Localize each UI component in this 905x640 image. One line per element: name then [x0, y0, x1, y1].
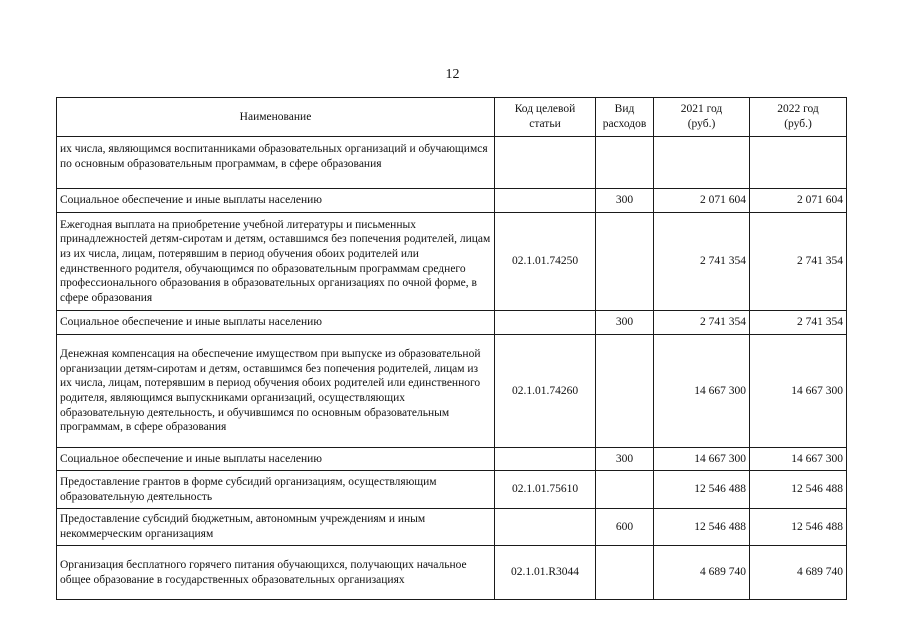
- cell-name: Денежная компенсация на обеспечение имуществом при выпуске из образовательной организации детям-сиротам и детям, оставшимся без попечения родителей, лицам из их числа, лицам, потерявшим в период обучения обоих родителей или единственного родителя, являющимся выпускниками организаций, осуществляющих образовательную деятельность, и обучившимся по основным образовательным программам, в сфере образования: [57, 335, 495, 448]
- cell-vid: 300: [596, 311, 654, 335]
- cell-2022: [750, 137, 847, 189]
- header-2022: 2022 год (руб.): [750, 98, 847, 137]
- cell-2021: 14 667 300: [654, 448, 750, 471]
- cell-code: [495, 311, 596, 335]
- cell-2022: 14 667 300: [750, 335, 847, 448]
- cell-2022: 2 071 604: [750, 189, 847, 213]
- header-2021: 2021 год (руб.): [654, 98, 750, 137]
- cell-vid: 300: [596, 189, 654, 213]
- cell-name: Социальное обеспечение и иные выплаты населению: [57, 189, 495, 213]
- cell-name: Организация бесплатного горячего питания обучающихся, получающих начальное общее образование в государственных образовательных организациях: [57, 546, 495, 600]
- cell-name: Ежегодная выплата на приобретение учебной литературы и письменных принадлежностей детям-сиротам и детям, оставшимся без попечения родителей, лицам из их числа, лицам, потерявшим в период обучения обоих родителей или единственного родителя, обучающимся по образовательным программам среднего профессионального образования в образовательных организациях по очной форме, в сфере образования: [57, 213, 495, 311]
- table-row: [57, 311, 847, 335]
- cell-2022: 2 741 354: [750, 213, 847, 311]
- cell-code: 02.1.01.75610: [495, 471, 596, 509]
- cell-code: 02.1.01.74260: [495, 335, 596, 448]
- cell-2022: 4 689 740: [750, 546, 847, 600]
- cell-2021: 2 741 354: [654, 311, 750, 335]
- cell-code: [495, 137, 596, 189]
- table-row: [57, 137, 847, 189]
- cell-2021: 12 546 488: [654, 509, 750, 546]
- header-code: Код целевой статьи: [495, 98, 596, 137]
- cell-code: [495, 448, 596, 471]
- table-row: [57, 509, 847, 546]
- cell-code: 02.1.01.74250: [495, 213, 596, 311]
- cell-vid: [596, 137, 654, 189]
- cell-vid: 600: [596, 509, 654, 546]
- table-row: [57, 189, 847, 213]
- table-row: [57, 471, 847, 509]
- cell-2021: 2 071 604: [654, 189, 750, 213]
- cell-name: их числа, являющимся воспитанниками образовательных организаций и обучающимся по основным образовательным программам, в сфере образования: [57, 137, 495, 189]
- cell-2021: 4 689 740: [654, 546, 750, 600]
- cell-2021: 2 741 354: [654, 213, 750, 311]
- page-number: 12: [445, 67, 460, 82]
- budget-table: [56, 97, 847, 600]
- cell-code: [495, 509, 596, 546]
- table-header-row: [57, 98, 847, 137]
- table-row: [57, 448, 847, 471]
- cell-2022: 2 741 354: [750, 311, 847, 335]
- cell-2021: 12 546 488: [654, 471, 750, 509]
- cell-2022: 12 546 488: [750, 509, 847, 546]
- table-row: [57, 213, 847, 311]
- cell-2021: [654, 137, 750, 189]
- table-row: [57, 335, 847, 448]
- cell-code: 02.1.01.R3044: [495, 546, 596, 600]
- cell-code: [495, 189, 596, 213]
- cell-2022: 14 667 300: [750, 448, 847, 471]
- cell-name: Предоставление грантов в форме субсидий организациям, осуществляющим образовательную деятельность: [57, 471, 495, 509]
- cell-name: Социальное обеспечение и иные выплаты населению: [57, 311, 495, 335]
- cell-name: Предоставление субсидий бюджетным, автономным учреждениям и иным некоммерческим организациям: [57, 509, 495, 546]
- cell-2022: 12 546 488: [750, 471, 847, 509]
- header-vid: Вид расходов: [596, 98, 654, 137]
- cell-vid: [596, 471, 654, 509]
- cell-vid: [596, 213, 654, 311]
- cell-2021: 14 667 300: [654, 335, 750, 448]
- cell-vid: 300: [596, 448, 654, 471]
- header-name: Наименование: [57, 98, 495, 137]
- cell-vid: [596, 335, 654, 448]
- cell-name: Социальное обеспечение и иные выплаты населению: [57, 448, 495, 471]
- table-row: [57, 546, 847, 600]
- cell-vid: [596, 546, 654, 600]
